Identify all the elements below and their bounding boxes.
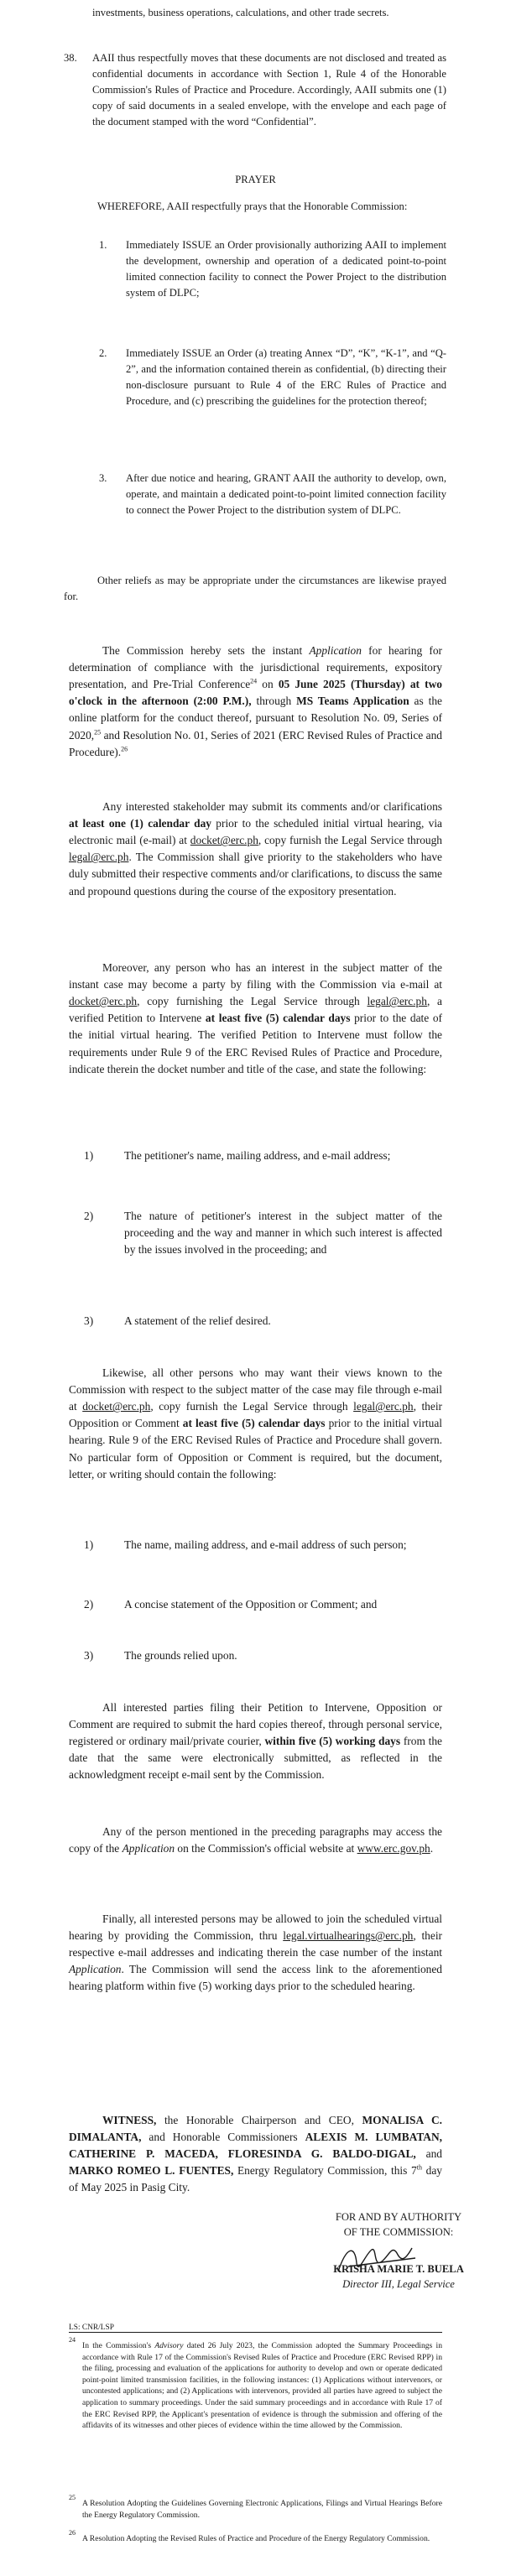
hearing-paragraph bbox=[69, 643, 442, 761]
hardcopy-days: within five (5) working days bbox=[264, 1735, 401, 1748]
prayer-item-1 bbox=[99, 237, 446, 301]
other-reliefs: Other reliefs as may be appropriate under the circumstances are likewise prayed for. bbox=[64, 575, 446, 602]
list-item-number: 2) bbox=[84, 1210, 94, 1222]
stakeholder-days: at least one (1) calendar day bbox=[69, 817, 211, 830]
prayer-item-text: Immediately ISSUE an Order provisionally authorizing AAII to implement the development, ownership and operation of a dedicated point-to-point limited connection facility to connect the Power Project to the distribution system of DLPC; bbox=[126, 239, 446, 299]
list-item-number: 3) bbox=[84, 1314, 94, 1327]
witness-text: the Honorable Chairperson and CEO, bbox=[156, 2114, 362, 2126]
prayer-item-number: 2. bbox=[99, 347, 107, 359]
list-item-text: The grounds relied upon. bbox=[124, 1649, 237, 1662]
intervene-list-item-3 bbox=[84, 1313, 442, 1330]
footnote-text-part: A Resolution Adopting the Guidelines Governing Electronic Applications, Filings and Virtual Hearings Before the Energy Regulatory Commission. bbox=[82, 2499, 442, 2520]
join-text: Finally, all interested persons may be allowed to join the scheduled virtual hearing by providing the Commission, thru bbox=[69, 1912, 442, 1943]
access-application-italic: Application bbox=[122, 1842, 175, 1855]
footnote-24: 24 In the Commission's Advisory dated 26 July 2023, the Commission adopted the Summary Proceedings in accordance with Rule 17 of the Commission's Revised Rules of Practice and Procedure (ERC Revised RPP) in the filing, processing and evaluation of the applications for authority to develop and own or operate dedicated point-point limited transmission facilities, in the following instances: (1) Applications without intervenors, or uncontested applications; and (2) Applications with intervenors, provided all parties have agreed to subject the application to summary proceedings. Under the said summary proceedings and in accordance with Rule 17 of the ERC Revised RPP, the Applicant's presentation of evidence is through the submission and offering of the affidavits of its witnesses and other pieces of evidence within the time allowed by the Commission. bbox=[69, 2336, 442, 2431]
stakeholder-paragraph bbox=[69, 799, 442, 900]
signatory-name: KRISHA MARIE T. BUELA bbox=[333, 2263, 464, 2275]
prayer-item-2 bbox=[99, 346, 446, 409]
footnote-text bbox=[82, 2340, 442, 2432]
opposition-list-item-3 bbox=[84, 1647, 442, 1664]
footnote-ref-24[interactable]: 24 bbox=[250, 677, 258, 685]
opposition-text: Likewise, all other persons who may want their views known to the Commission with respect to the subject matter of the case may file through e-mail at bbox=[69, 1366, 442, 1413]
opposition-days: at least five (5) calendar days bbox=[182, 1417, 326, 1430]
list-item-number: 3) bbox=[84, 1649, 94, 1662]
item-38 bbox=[64, 50, 446, 129]
intervene-list-item-1 bbox=[84, 1147, 442, 1164]
intervene-text: prior to the date of the initial virtual hearing. The verified Petition to Intervene must follow the requirements under Rule 9 of the ERC Revised Rules of Practice and Procedure, indicate therein the docket number and title of the case, and state the following: bbox=[69, 1012, 442, 1075]
opposition-list-item-1 bbox=[84, 1537, 442, 1553]
stakeholder-text: prior to the scheduled initial virtual hearing, via electronic mail (e-mail) at bbox=[69, 817, 442, 847]
list-item-text: A statement of the relief desired. bbox=[124, 1314, 271, 1327]
footnote-text-part: dated 26 July 2023, the Commission adopted the Summary Proceedings in accordance with Rule 17 of the Commission's Revised Rules of Practice and Procedure (ERC Revised RPP) in the filing, processing and evaluation of the applications for authority to develop and own or operate dedicated point-point limited transmission facilities, in the following instances: (1) Applications without intervenors, or uncontested applications; and (2) Applications with intervenors, provided all parties have agreed to subject the application to summary proceedings. Under the said summary proceedings and in accordance with Rule 17 of the ERC Revised RPP, the Applicant's presentation of evidence is through the submission and offering of the affidavits of its witnesses and other pieces of evidence within the time allowed by the Commission. bbox=[82, 2341, 442, 2431]
hearing-text: for hearing for determination of compliance with the jurisdictional requirements, expository presentation, and Pre-Trial Conference bbox=[69, 644, 442, 691]
intervene-list-item-2 bbox=[84, 1208, 442, 1258]
witness-text: day of May 2025 in Pasig City. bbox=[69, 2164, 442, 2194]
intervene-paragraph bbox=[69, 960, 442, 1078]
prayer-item-number: 1. bbox=[99, 239, 107, 251]
prayer-intro: WHEREFORE, AAII respectfully prays that the Honorable Commission: bbox=[97, 200, 408, 212]
list-item-text: The name, mailing address, and e-mail address of such person; bbox=[124, 1538, 407, 1551]
witness-label: WITNESS, bbox=[102, 2114, 157, 2126]
access-paragraph bbox=[69, 1824, 442, 1857]
opposition-text: , their Opposition or Comment bbox=[69, 1400, 442, 1430]
list-item-number: 1) bbox=[84, 1149, 94, 1162]
footnote-text bbox=[82, 2533, 442, 2545]
witness-text: and bbox=[415, 2147, 443, 2161]
hearing-text: The Commission hereby sets the instant bbox=[102, 644, 310, 657]
virtualhearings-email-link[interactable]: legal.virtualhearings@erc.ph bbox=[283, 1929, 414, 1943]
prayer-item-3 bbox=[99, 471, 446, 518]
witness-paragraph bbox=[69, 2112, 442, 2197]
footnote-divider bbox=[69, 2332, 442, 2333]
footnote-text bbox=[82, 2498, 442, 2521]
intervene-text: Moreover, any person who has an interest in the subject matter of the instant case may become a party by filing with the Commission via e-mail at bbox=[69, 961, 442, 991]
access-text: Any of the person mentioned in the preceding paragraphs may access the copy of the bbox=[69, 1825, 442, 1855]
join-text: . The Commission will send the access link to the aforementioned hearing platform within five (5) working days prior to the scheduled hearing. bbox=[69, 1963, 442, 1993]
intervene-text: , copy furnishing the Legal Service through bbox=[137, 995, 368, 1008]
footnote-text-part: A Resolution Adopting the Revised Rules of Practice and Procedure of the Energy Regulatory Commission. bbox=[82, 2534, 430, 2543]
ordinal-suffix: th bbox=[416, 2163, 422, 2172]
legal-email-link[interactable]: legal@erc.ph bbox=[353, 1400, 414, 1413]
stakeholder-text: Any interested stakeholder may submit its comments and/or clarifications bbox=[102, 800, 442, 813]
join-text: , their respective e-mail addresses and indicating therein the case number of the instant bbox=[69, 1929, 442, 1959]
prayer-item-number: 3. bbox=[99, 472, 107, 484]
stakeholder-text: , copy furnish the Legal Service through bbox=[258, 834, 442, 847]
item-38-number: 38. bbox=[64, 52, 77, 64]
initials: LS: CNR/LSP bbox=[69, 2324, 114, 2332]
list-item-number: 2) bbox=[84, 1598, 94, 1611]
opposition-text: , copy furnish the Legal Service through bbox=[150, 1400, 354, 1413]
footnote-ref-25[interactable]: 25 bbox=[94, 728, 102, 736]
commissioner-last-name: MARKO ROMEO L. FUENTES, bbox=[69, 2164, 234, 2178]
hearing-date: 05 June 2025 (Thursday) at two o'clock in the afternoon (2:00 P.M.), bbox=[69, 678, 442, 708]
commissioners-names: ALEXIS M. LUMBATAN, CATHERINE P. MACEDA, FLORESINDA G. BALDO-DIGAL, bbox=[69, 2131, 442, 2161]
access-text: on the Commission's official website at bbox=[175, 1842, 357, 1855]
list-item-number: 1) bbox=[84, 1538, 94, 1551]
witness-text: and Honorable Commissioners bbox=[141, 2131, 305, 2144]
prayer-heading: PRAYER bbox=[235, 174, 276, 185]
hearing-text: and Resolution No. 01, Series of 2021 (ERC Revised Rules of Practice and Procedure). bbox=[69, 728, 442, 758]
item-38-text: AAII thus respectfully moves that these documents are not disclosed and treated as confidential documents in accordance with Section 1, Rule 4 of the Honorable Commission's Rules of Practice and Procedure. Accordingly, AAII submits one (1) copy of said documents in a sealed envelope, with the envelope and each page of the document stamped with the word “Confidential”. bbox=[92, 52, 446, 127]
list-item-text: The petitioner's name, mailing address, and e-mail address; bbox=[124, 1149, 391, 1162]
footnote-ref-26[interactable]: 26 bbox=[121, 745, 128, 753]
intervene-days: at least five (5) calendar days bbox=[205, 1012, 351, 1025]
docket-email-link[interactable]: docket@erc.ph bbox=[82, 1400, 151, 1413]
join-application-italic: Application bbox=[69, 1963, 122, 1976]
hearing-text: on bbox=[257, 678, 279, 691]
signatory-title: Director III, Legal Service bbox=[342, 2278, 455, 2290]
footnote-advisory-italic: Advisory bbox=[154, 2341, 184, 2350]
stakeholder-text: . The Commission shall give priority to the stakeholders who have duly submitted their respective comments and/or clarifications, to discuss the same and propound questions during the course of the expository presentation. bbox=[69, 851, 442, 898]
item-38-continuation: investments, business operations, calculations, and other trade secrets. bbox=[92, 7, 389, 18]
chairperson-name: MONALISA C. DIMALANTA, bbox=[69, 2114, 442, 2144]
hardcopy-text: All interested parties filing their Petition to Intervene, Opposition or Comment are required to submit the hard copies thereof, through personal service, registered or ordinary mail/private courier, bbox=[69, 1701, 442, 1748]
footnote-26: 26 A Resolution Adopting the Revised Rules of Practice and Procedure of the Energy Regulatory Commission. bbox=[69, 2533, 442, 2545]
erc-website-link[interactable]: www.erc.gov.ph bbox=[357, 1842, 430, 1855]
opposition-text: prior to the initial virtual hearing. Rule 9 of the ERC Revised Rules of Practice and Procedure shall govern. No particular form of Opposition or Comment is required, but the document, letter, or writing should contain the following: bbox=[69, 1417, 442, 1481]
opposition-list-item-2 bbox=[84, 1596, 442, 1613]
docket-email-link[interactable]: docket@erc.ph bbox=[190, 834, 258, 847]
intervene-text: , a verified Petition to Intervene bbox=[69, 995, 443, 1025]
hardcopy-paragraph bbox=[69, 1699, 442, 1784]
prayer-item-text: After due notice and hearing, GRANT AAII the authority to develop, own, operate, and maintain a dedicated point-to-point limited connection facility to connect the Power Project to the distribution system of DLPC. bbox=[126, 472, 446, 516]
prayer-item-text: Immediately ISSUE an Order (a) treating Annex “D”, “K”, “K-1”, and “Q-2”, and the information contained therein as confidential, (b) directing their non-disclosure pursuant to Rule 4 of the ERC Rules of Practice and Procedure, and (c) prescribing the guidelines for the protection thereof; bbox=[126, 347, 446, 407]
signature-authority-line: FOR AND BY AUTHORITY bbox=[335, 2211, 462, 2223]
hardcopy-text: from the date that the same were electronically submitted, as reflected in the acknowledgment receipt e-mail sent by the Commission. bbox=[69, 1735, 442, 1782]
list-item-text: A concise statement of the Opposition or Comment; and bbox=[124, 1598, 378, 1611]
legal-email-link[interactable]: legal@erc.ph bbox=[69, 851, 129, 864]
signature-commission-line: OF THE COMMISSION: bbox=[343, 2226, 454, 2238]
hearing-text: through bbox=[251, 695, 297, 708]
opposition-paragraph bbox=[69, 1365, 442, 1483]
docket-email-link[interactable]: docket@erc.ph bbox=[69, 995, 138, 1008]
footnote-25: 25 A Resolution Adopting the Guidelines Governing Electronic Applications, Filings and Virtual Hearings Before the Energy Regulatory Commission. bbox=[69, 2494, 442, 2520]
list-item-text: The nature of petitioner's interest in the subject matter of the proceeding and the way and manner in which such interest is affected by the issues involved in the proceeding; and bbox=[124, 1210, 442, 1257]
hearing-platform: MS Teams Application bbox=[296, 695, 409, 708]
witness-text: Energy Regulatory Commission, this 7 bbox=[233, 2164, 417, 2178]
footnote-text-part: In the Commission's bbox=[82, 2341, 155, 2350]
hearing-text: as the online platform for the conduct thereof, pursuant to Resolution No. 09, Series of 2020, bbox=[69, 695, 442, 742]
access-text: . bbox=[430, 1842, 434, 1855]
hearing-application-italic: Application bbox=[309, 644, 362, 657]
virtual-hearing-paragraph bbox=[69, 1911, 442, 1996]
legal-email-link[interactable]: legal@erc.ph bbox=[367, 995, 427, 1008]
